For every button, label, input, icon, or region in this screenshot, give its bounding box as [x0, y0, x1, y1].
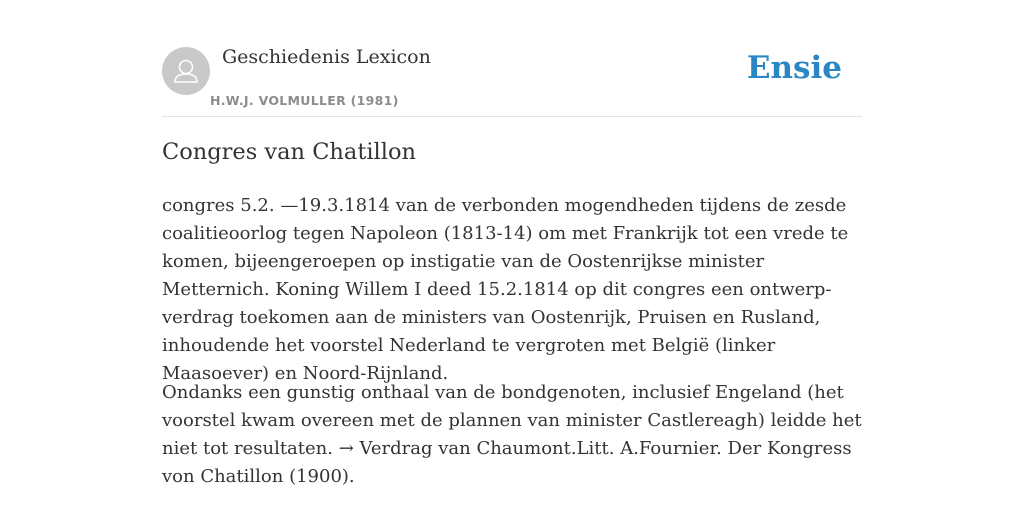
entry-header: [162, 44, 862, 117]
brand-logo[interactable]: Ensie: [746, 50, 842, 86]
user-icon: [162, 47, 210, 95]
entry-paragraph: Ondanks een gunstig onthaal van de bondgenoten, inclusief Engeland (het voorstel kwam overeen met de plannen van minister Castlereagh) leidde het niet tot resultaten. → Verdrag van Chaumont.Litt. A.Fournier. Der Kongress von Chatillon (1900).: [162, 382, 862, 487]
page-title: Congres van Chatillon: [162, 139, 416, 165]
author-name[interactable]: H.W.J. VOLMULLER (1981): [210, 93, 399, 108]
source-title[interactable]: Geschiedenis Lexicon: [222, 46, 431, 68]
avatar[interactable]: [162, 47, 210, 95]
entry-paragraph: congres 5.2. —19.3.1814 van de verbonden mogendheden tijdens de zesde coalitieoorlog tegen Napoleon (1813-14) om met Frankrijk tot een vrede te komen, bijeengeroepen op instigatie van de Oostenrijkse minister Metternich. Koning Willem I deed 15.2.1814 op dit congres een ontwerp-verdrag toekomen aan de ministers van Oostenrijk, Pruisen en Rusland, inhoudende het voorstel Nederland te vergroten met België (linker Maasoever) en Noord-Rijnland.: [162, 195, 849, 384]
